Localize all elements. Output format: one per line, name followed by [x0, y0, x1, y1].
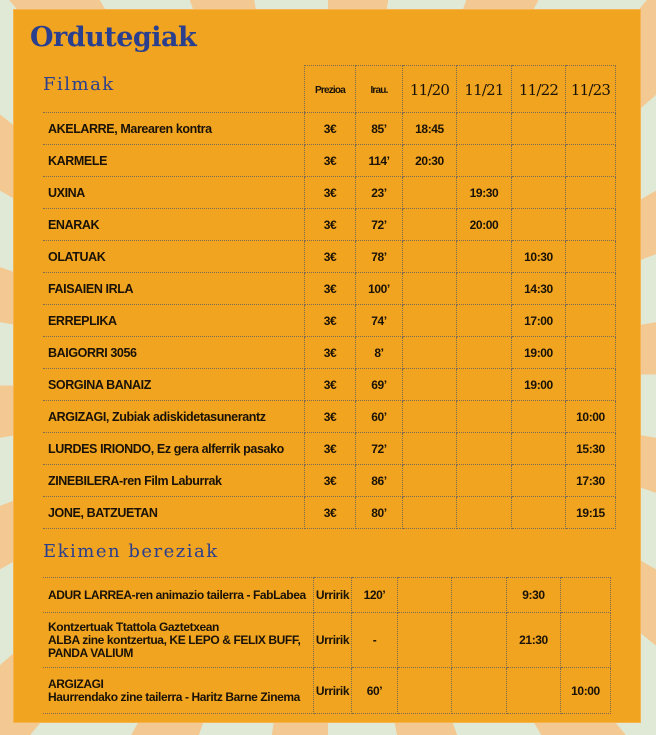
event-time — [561, 613, 611, 668]
film-duration: 86’ — [356, 465, 403, 497]
film-title: ERREPLIKA — [43, 305, 305, 337]
film-showtime: 20:30 — [403, 145, 457, 177]
event-time — [561, 578, 611, 613]
film-showtime — [566, 305, 616, 337]
film-showtime — [457, 369, 512, 401]
film-showtime — [512, 177, 566, 209]
film-showtime — [403, 497, 457, 529]
event-duration: 120’ — [352, 578, 398, 613]
film-title: UXINA — [43, 177, 305, 209]
film-showtime — [512, 113, 566, 145]
film-duration: 114’ — [356, 145, 403, 177]
film-price: 3€ — [305, 209, 356, 241]
film-showtime: 19:00 — [512, 369, 566, 401]
film-showtime: 15:30 — [566, 433, 616, 465]
film-showtime — [403, 177, 457, 209]
event-duration: - — [352, 613, 398, 668]
events-schedule-table — [43, 577, 611, 714]
film-title: FAISAIEN IRLA — [43, 273, 305, 305]
film-title: ENARAK — [43, 209, 305, 241]
film-showtime: 18:45 — [403, 113, 457, 145]
film-row — [43, 337, 616, 369]
event-duration: 60’ — [352, 668, 398, 714]
event-time — [452, 668, 507, 714]
film-row — [43, 433, 616, 465]
event-title — [43, 613, 314, 668]
film-duration: 8’ — [356, 337, 403, 369]
film-showtime — [403, 401, 457, 433]
film-duration: 74’ — [356, 305, 403, 337]
film-showtime — [566, 273, 616, 305]
film-showtime: 17:30 — [566, 465, 616, 497]
film-title: BAIGORRI 3056 — [43, 337, 305, 369]
film-price: 3€ — [305, 401, 356, 433]
film-price: 3€ — [305, 113, 356, 145]
film-price: 3€ — [305, 241, 356, 273]
header-date: 11/20 — [403, 66, 457, 113]
header-date: 11/22 — [512, 66, 566, 113]
film-showtime — [403, 465, 457, 497]
film-showtime: 19:00 — [512, 337, 566, 369]
page-title: Ordutegiak — [30, 22, 197, 53]
film-showtime — [566, 337, 616, 369]
film-showtime — [403, 273, 457, 305]
header-date: 11/23 — [566, 66, 616, 113]
event-time — [398, 668, 452, 714]
event-row — [43, 613, 611, 668]
film-row — [43, 241, 616, 273]
film-showtime: 10:30 — [512, 241, 566, 273]
event-time: 9:30 — [507, 578, 561, 613]
film-showtime — [403, 433, 457, 465]
event-time — [398, 613, 452, 668]
film-title: LURDES IRIONDO, Ez gera alferrik pasako — [43, 433, 305, 465]
film-title: JONE, BATZUETAN — [43, 497, 305, 529]
film-duration: 80’ — [356, 497, 403, 529]
film-price: 3€ — [305, 145, 356, 177]
header-date: 11/21 — [457, 66, 512, 113]
film-title: KARMELE — [43, 145, 305, 177]
film-showtime — [457, 497, 512, 529]
event-row — [43, 668, 611, 714]
film-showtime — [512, 497, 566, 529]
film-showtime: 19:30 — [457, 177, 512, 209]
film-showtime — [566, 209, 616, 241]
film-title: SORGINA BANAIZ — [43, 369, 305, 401]
film-price: 3€ — [305, 177, 356, 209]
film-showtime — [403, 241, 457, 273]
film-showtime — [457, 273, 512, 305]
film-showtime — [403, 369, 457, 401]
event-time: 21:30 — [507, 613, 561, 668]
header-blank — [43, 66, 305, 113]
films-schedule-table — [43, 65, 616, 529]
header-duration: Irau. — [356, 66, 403, 113]
film-showtime — [457, 337, 512, 369]
film-price: 3€ — [305, 337, 356, 369]
film-title: ZINEBILERA-ren Film Laburrak — [43, 465, 305, 497]
film-showtime — [403, 209, 457, 241]
film-showtime — [457, 305, 512, 337]
film-showtime — [457, 433, 512, 465]
film-row — [43, 497, 616, 529]
film-row — [43, 369, 616, 401]
event-price: Urririk — [314, 613, 352, 668]
film-showtime — [566, 369, 616, 401]
film-row — [43, 145, 616, 177]
event-title — [43, 578, 314, 613]
film-duration: 69’ — [356, 369, 403, 401]
event-price: Urririk — [314, 578, 352, 613]
event-title-line: ARGIZAGI — [48, 676, 104, 691]
film-row — [43, 209, 616, 241]
film-title: ARGIZAGI, Zubiak adiskidetasunerantz — [43, 401, 305, 433]
film-price: 3€ — [305, 433, 356, 465]
film-showtime — [457, 145, 512, 177]
event-title-line: ADUR LARREA-ren animazio tailerra - FabLabea — [48, 587, 306, 602]
events-section-title: Ekimen bereziak — [43, 541, 219, 562]
film-showtime — [512, 145, 566, 177]
film-showtime — [457, 241, 512, 273]
film-row — [43, 401, 616, 433]
film-showtime — [512, 401, 566, 433]
event-time — [452, 613, 507, 668]
film-duration: 23’ — [356, 177, 403, 209]
film-showtime — [566, 145, 616, 177]
film-showtime: 17:00 — [512, 305, 566, 337]
film-showtime — [566, 113, 616, 145]
film-row — [43, 177, 616, 209]
film-row — [43, 465, 616, 497]
film-price: 3€ — [305, 273, 356, 305]
film-showtime — [457, 401, 512, 433]
event-time — [452, 578, 507, 613]
film-showtime: 10:00 — [566, 401, 616, 433]
event-title-line: PANDA VALIUM — [48, 645, 133, 660]
film-showtime — [566, 241, 616, 273]
film-row — [43, 305, 616, 337]
film-price: 3€ — [305, 497, 356, 529]
event-title-line: Kontzertuak Ttattola Gaztetxean — [48, 619, 219, 634]
film-showtime — [512, 433, 566, 465]
film-showtime — [512, 209, 566, 241]
event-time — [507, 668, 561, 714]
film-showtime: 14:30 — [512, 273, 566, 305]
event-time — [398, 578, 452, 613]
film-duration: 72’ — [356, 209, 403, 241]
film-duration: 60’ — [356, 401, 403, 433]
film-row — [43, 113, 616, 145]
event-price: Urririk — [314, 668, 352, 714]
film-showtime — [457, 113, 512, 145]
header-price: Prezioa — [305, 66, 356, 113]
event-time: 10:00 — [561, 668, 611, 714]
film-title: OLATUAK — [43, 241, 305, 273]
film-showtime — [403, 337, 457, 369]
film-showtime: 20:00 — [457, 209, 512, 241]
film-price: 3€ — [305, 305, 356, 337]
film-duration: 100’ — [356, 273, 403, 305]
film-showtime — [566, 177, 616, 209]
film-price: 3€ — [305, 465, 356, 497]
film-price: 3€ — [305, 369, 356, 401]
event-title — [43, 668, 314, 714]
film-showtime — [457, 465, 512, 497]
film-showtime — [512, 465, 566, 497]
films-header-row — [43, 66, 616, 113]
film-duration: 72’ — [356, 433, 403, 465]
event-title-line: Haurrendako zine tailerra - Haritz Barne Zinema — [48, 689, 300, 704]
film-title: AKELARRE, Marearen kontra — [43, 113, 305, 145]
event-title-line: ALBA zine kontzertua, KE LEPO & FELIX BUFF, — [48, 632, 301, 647]
event-row — [43, 578, 611, 613]
film-duration: 78’ — [356, 241, 403, 273]
films-section-title: Filmak — [43, 74, 115, 95]
film-duration: 85’ — [356, 113, 403, 145]
film-row — [43, 273, 616, 305]
film-showtime: 19:15 — [566, 497, 616, 529]
film-showtime — [403, 305, 457, 337]
